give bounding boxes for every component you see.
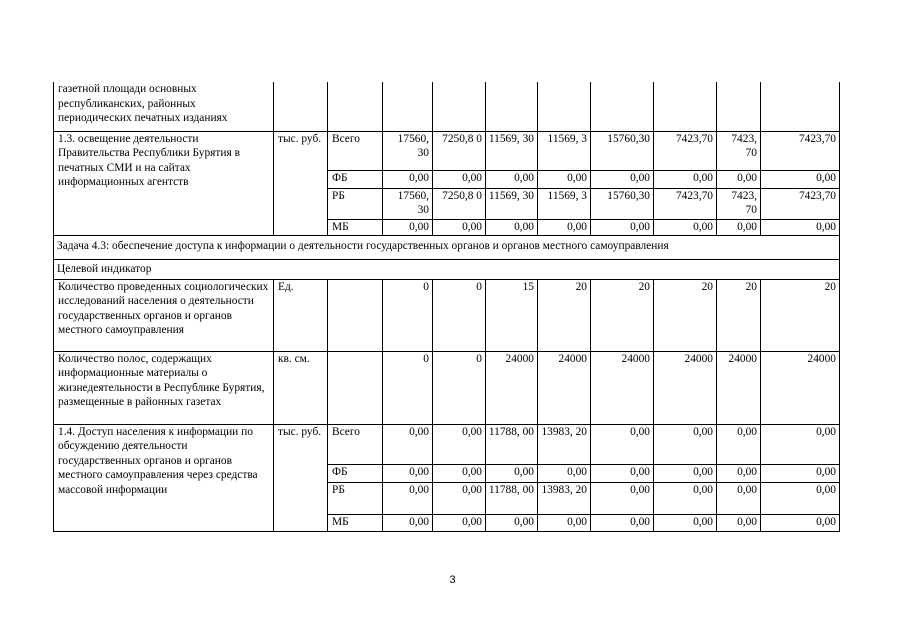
cell-source: ФБ — [328, 170, 383, 188]
cell-value: 0,00 — [538, 514, 591, 531]
cell-value: 11569, 30 — [486, 188, 538, 219]
indicator-heading: Целевой индикатор — [54, 259, 840, 279]
cell-value: 0,00 — [717, 424, 761, 464]
cell-value: 0,00 — [717, 514, 761, 531]
cell-value: 0,00 — [383, 464, 433, 482]
cell-source: МБ — [328, 514, 383, 531]
cell-value: 0,00 — [761, 219, 840, 235]
cell-source: РБ — [328, 188, 383, 219]
cell-value: 0,00 — [761, 424, 840, 464]
table-row-indicator-pages — [54, 351, 840, 424]
cell-value: 11788, 00 — [486, 424, 538, 464]
cell-unit: тыс. руб. — [274, 424, 328, 531]
cell-value: 0 — [383, 279, 433, 351]
cell-value: 20 — [538, 279, 591, 351]
cell-value: 7250,8 0 — [433, 131, 486, 170]
cell-value: 0,00 — [486, 170, 538, 188]
cell-value: 0,00 — [383, 482, 433, 514]
cell-value: 0,00 — [654, 170, 717, 188]
cell-name: 1.4. Доступ населения к информации по обсуждению деятельности государственных органов и органов местного самоуправления через средства массовой информации — [54, 424, 274, 531]
cell-value: 0,00 — [591, 424, 654, 464]
cell-name: Количество проведенных социологических исследований населения о деятельности государственных органов и органов местного самоуправления — [54, 279, 274, 351]
cell-value: 0,00 — [591, 482, 654, 514]
cell-value: 11569, 3 — [538, 188, 591, 219]
cell-value: 0 — [383, 351, 433, 424]
task-heading: Задача 4.3: обеспечение доступа к информации о деятельности государственных органов и органов местного самоуправления — [54, 235, 840, 259]
page-number: 3 — [449, 574, 456, 586]
cell-value: 0,00 — [433, 482, 486, 514]
cell-value: 24000 — [654, 351, 717, 424]
cell-value: 0,00 — [486, 464, 538, 482]
cell-value: 0,00 — [486, 514, 538, 531]
table-row-1-3-vsego — [54, 131, 840, 170]
cell-value: 13983, 20 — [538, 482, 591, 514]
cell-value: 0,00 — [538, 219, 591, 235]
cell-value: 0,00 — [761, 464, 840, 482]
cell-value: 0,00 — [383, 219, 433, 235]
cell-value: 0,00 — [654, 464, 717, 482]
cell-unit: Ед. — [274, 279, 328, 351]
cell-value: 0,00 — [717, 219, 761, 235]
cell-value: 0,00 — [654, 514, 717, 531]
cell-value: 15760,30 — [591, 131, 654, 170]
cell-value: 0 — [433, 351, 486, 424]
cell-value: 11569, 30 — [486, 131, 538, 170]
cell-value: 0,00 — [654, 424, 717, 464]
cell-source: ФБ — [328, 464, 383, 482]
cell-value: 15 — [486, 279, 538, 351]
cell-value: 7250,8 0 — [433, 188, 486, 219]
cell-value: 0,00 — [591, 170, 654, 188]
cell-value: 0,00 — [654, 219, 717, 235]
cell-value: 0,00 — [433, 424, 486, 464]
table-row-target-indicator — [54, 259, 840, 279]
cell-value: 7423,70 — [654, 131, 717, 170]
cell-source: Всего — [328, 131, 383, 170]
cell-value: 0,00 — [654, 482, 717, 514]
cell-value: 0,00 — [433, 170, 486, 188]
cell-value: 0,00 — [761, 482, 840, 514]
table-row-indicator-research — [54, 279, 840, 351]
cell-value: 0,00 — [591, 219, 654, 235]
cell-value: 11788, 00 — [486, 482, 538, 514]
cell-value: 0,00 — [717, 482, 761, 514]
cell-value: 13983, 20 — [538, 424, 591, 464]
cell-value: 0,00 — [538, 170, 591, 188]
cell-value: 7423, 70 — [717, 188, 761, 219]
cell-value: 24000 — [761, 351, 840, 424]
cell-name: газетной площади основных республиканских, районных периодических печатных изданиях — [54, 82, 274, 131]
cell-value: 0,00 — [761, 514, 840, 531]
cell-unit: кв. см. — [274, 351, 328, 424]
cell-value: 11569, 3 — [538, 131, 591, 170]
cell-value: 0,00 — [486, 219, 538, 235]
cell-value: 15760,30 — [591, 188, 654, 219]
cell-value: 24000 — [538, 351, 591, 424]
cell-value: 0,00 — [591, 514, 654, 531]
cell-value: 0,00 — [591, 464, 654, 482]
cell-value: 7423,70 — [654, 188, 717, 219]
cell-source: МБ — [328, 219, 383, 235]
cell-value: 17560, 30 — [383, 188, 433, 219]
table-row-1-4-vsego — [54, 424, 840, 464]
cell-value: 20 — [717, 279, 761, 351]
table-row-task-4-3 — [54, 235, 840, 259]
cell-value: 24000 — [486, 351, 538, 424]
cell-value: 0,00 — [717, 170, 761, 188]
cell-value: 7423,70 — [761, 188, 840, 219]
cell-value: 0,00 — [383, 424, 433, 464]
cell-value: 0,00 — [433, 219, 486, 235]
cell-value: 17560, 30 — [383, 131, 433, 170]
table-row-continuation — [54, 82, 840, 131]
cell-value: 0 — [433, 279, 486, 351]
cell-value: 20 — [591, 279, 654, 351]
cell-value: 20 — [654, 279, 717, 351]
cell-value: 7423,70 — [761, 131, 840, 170]
cell-value: 24000 — [591, 351, 654, 424]
cell-value: 20 — [761, 279, 840, 351]
cell-value: 0,00 — [433, 464, 486, 482]
cell-value: 0,00 — [538, 464, 591, 482]
cell-value: 0,00 — [433, 514, 486, 531]
cell-source: РБ — [328, 482, 383, 514]
cell-value: 7423, 70 — [717, 131, 761, 170]
budget-table — [53, 82, 840, 532]
cell-source: Всего — [328, 424, 383, 464]
cell-value: 0,00 — [717, 464, 761, 482]
cell-value: 0,00 — [383, 170, 433, 188]
cell-value: 0,00 — [761, 170, 840, 188]
cell-name: Количество полос, содержащих информационные материалы о жизнедеятельности в Республике Бурятия, размещенные в районных газетах — [54, 351, 274, 424]
cell-unit: тыс. руб. — [274, 131, 328, 235]
cell-name: 1.3. освещение деятельности Правительства Республики Бурятия в печатных СМИ и на сайтах информационных агентств — [54, 131, 274, 235]
cell-value: 0,00 — [383, 514, 433, 531]
cell-value: 24000 — [717, 351, 761, 424]
